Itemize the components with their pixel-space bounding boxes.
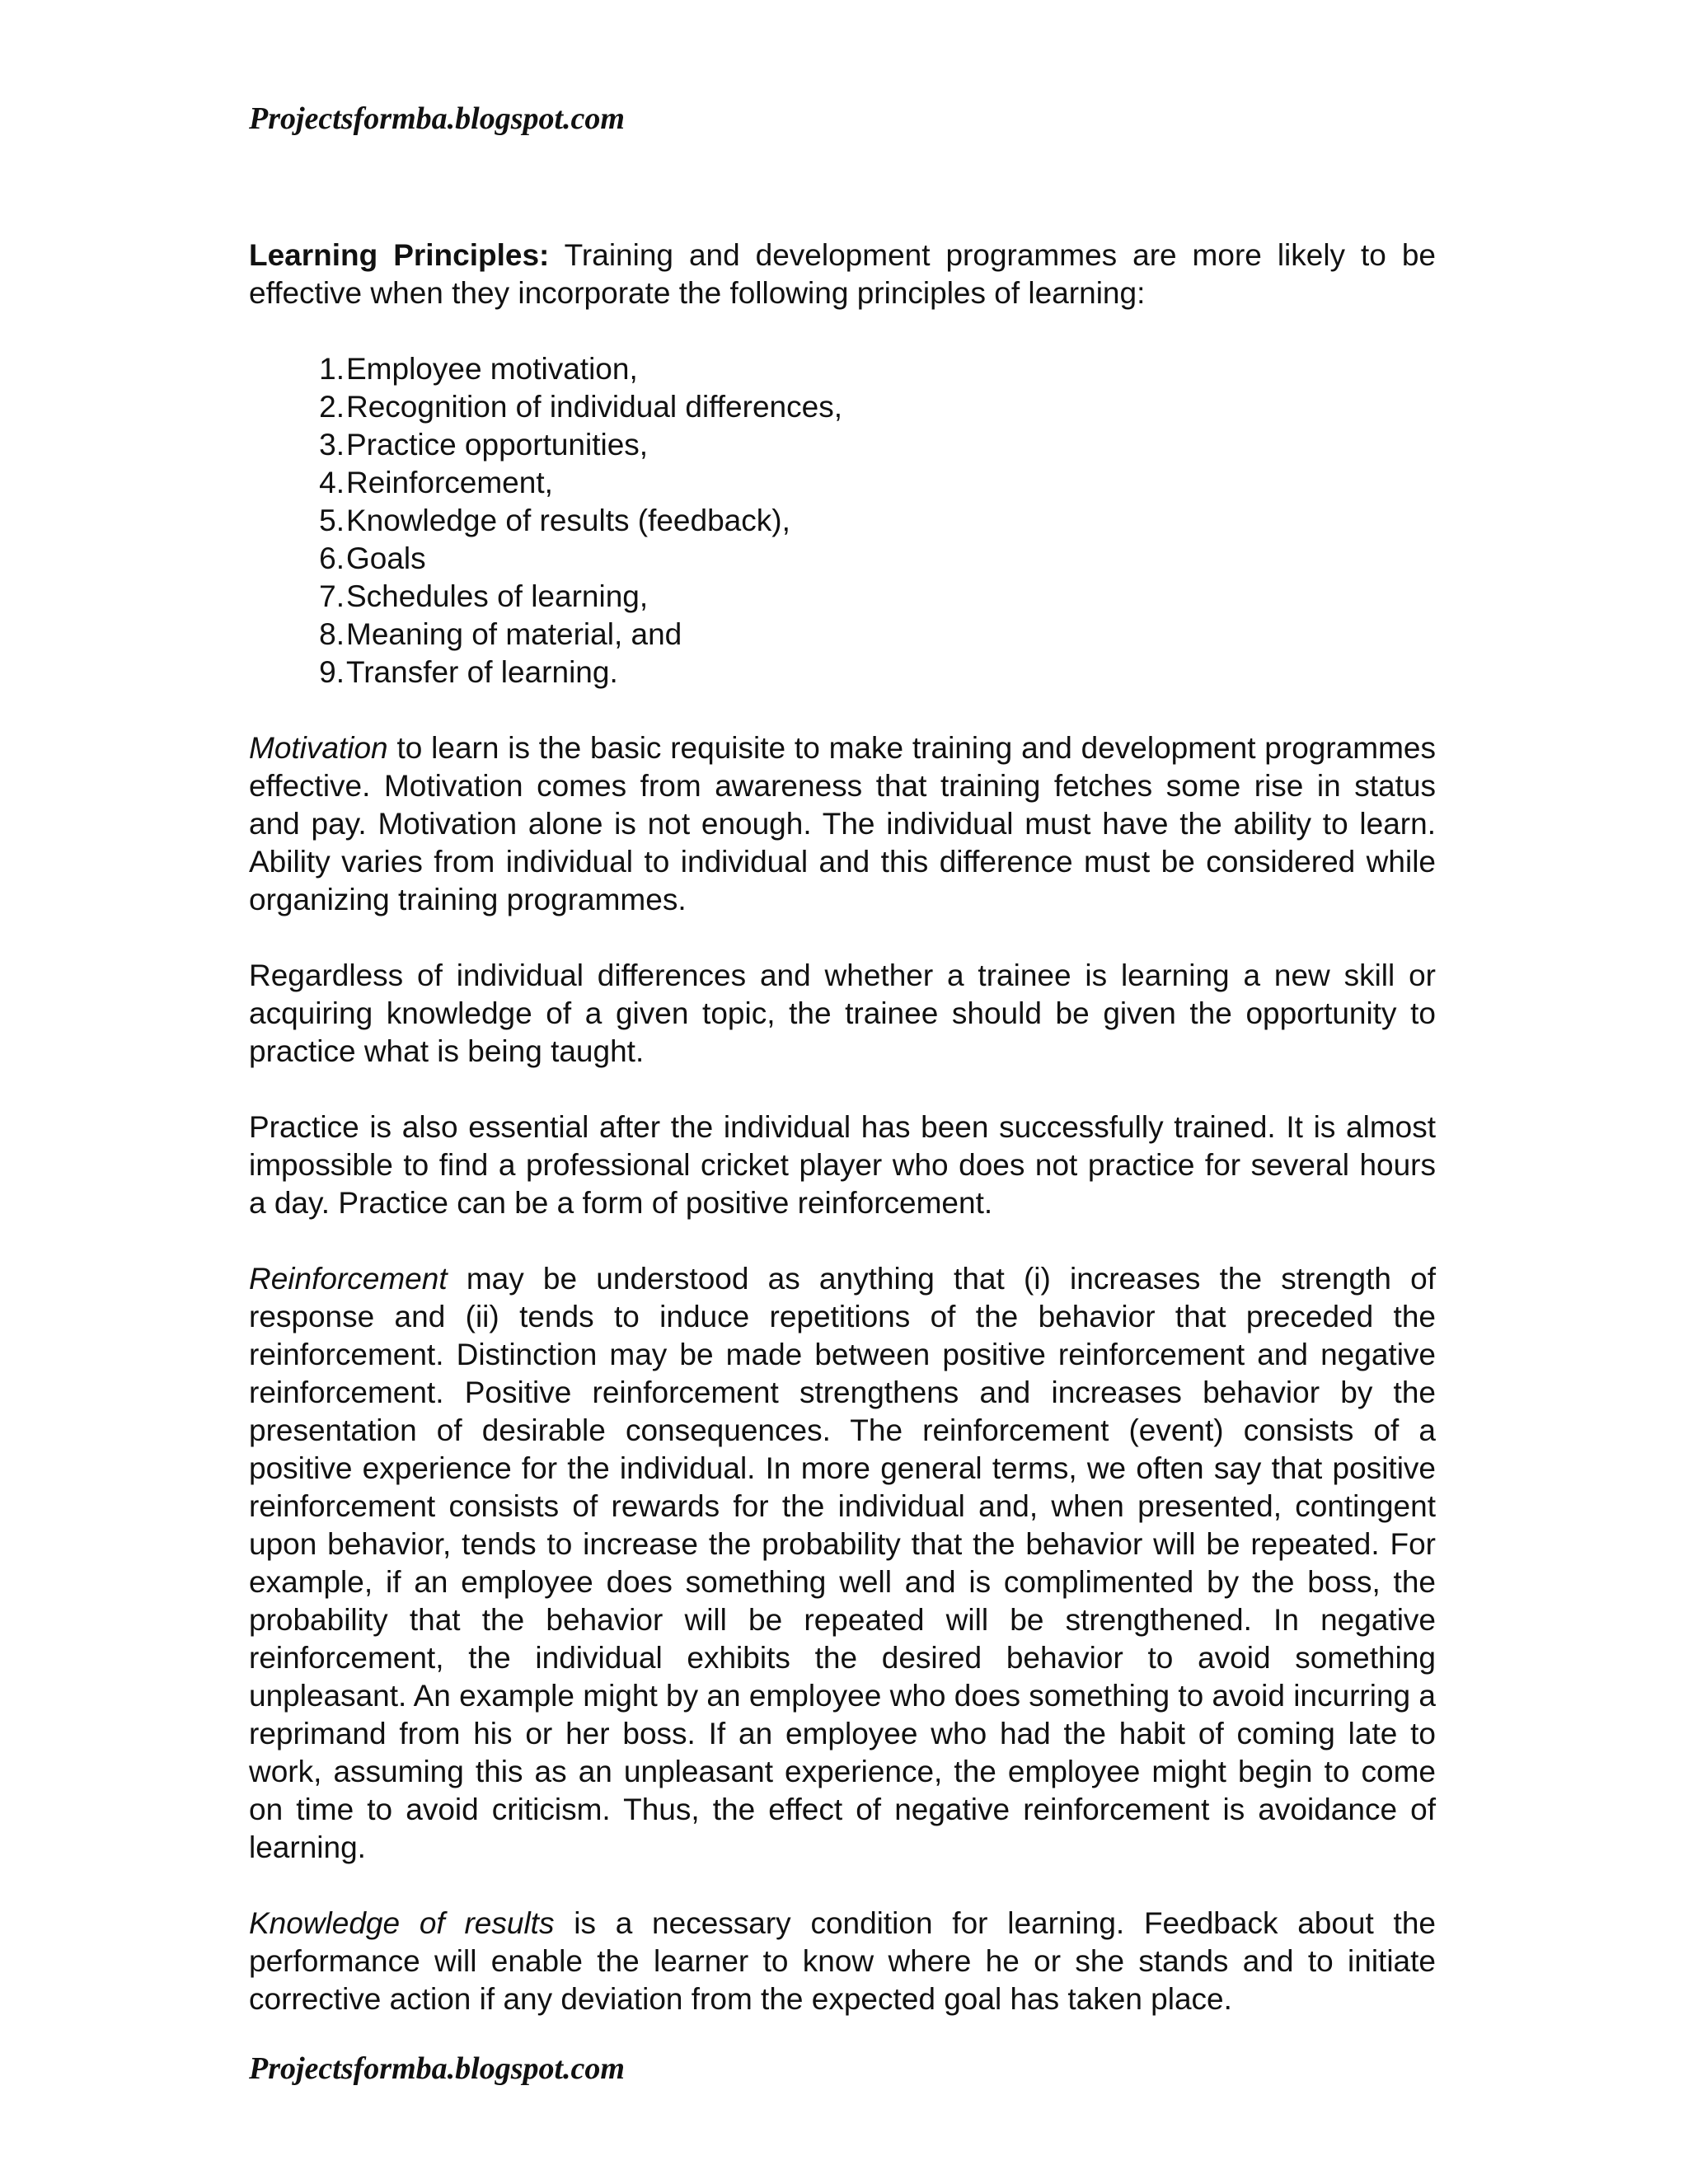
list-item (249, 540, 1436, 578)
list-item-number: 6. (319, 541, 345, 575)
list-item-number: 3. (319, 428, 345, 462)
list-item-number: 2. (319, 390, 345, 424)
motivation-term: Motivation (249, 731, 388, 765)
list-item-text: Goals (346, 541, 426, 575)
intro-heading: Learning Principles: (249, 238, 550, 272)
list-item-text: Reinforcement, (346, 466, 553, 499)
intro-paragraph (249, 237, 1436, 312)
list-item-number: 8. (319, 617, 345, 651)
list-item (249, 502, 1436, 540)
knowledge-text: is a necessary condition for learning. Feedback about the performance will enable the learner to know where he or she stands and to initiate corrective action if any deviation from the expected goal has taken place. (249, 1906, 1436, 2016)
list-item-number: 4. (319, 466, 345, 499)
differences-paragraph: Regardless of individual differences and whether a trainee is learning a new skill or acquiring knowledge of a given topic, the trainee should be given the opportunity to practice what is being taught. (249, 958, 1436, 1068)
list-item-number: 9. (319, 655, 345, 689)
reinforcement-paragraph (249, 1260, 1436, 1867)
list-item-text: Employee motivation, (346, 352, 638, 386)
list-item-number: 1. (319, 352, 345, 386)
list-item-number: 7. (319, 579, 345, 613)
list-item (249, 578, 1436, 616)
header-site-name: Projectsformba.blogspot.com (249, 101, 625, 136)
practice-paragraph: Practice is also essential after the individual has been successfully trained. It is almost impossible to find a professional cricket player who does not practice for several hours a day. Practice can be a form of positive reinforcement. (249, 1110, 1436, 1220)
motivation-paragraph (249, 729, 1436, 919)
list-item (249, 426, 1436, 464)
reinforcement-text: may be understood as anything that (i) increases the strength of response and (ii) tends to induce repetitions of the behavior that preceded the reinforcement. Distinction may be made between positive reinforcement and negative reinforcement. Positive reinforcement strengthens and increases behavior by the presentation of desirable consequences. The reinforcement (event) consists of a positive experience for the individual. In more general terms, we often say that positive reinforcement consists of rewards for the individual and, when presented, contingent upon behavior, tends to increase the probability that the behavior will be repeated. For example, if an employee does something well and is complimented by the boss, the probability that the behavior will be repeated will be strengthened. In negative reinforcement, the individual exhibits the desired behavior to avoid something unpleasant. An example might by an employee who does something to avoid incurring a reprimand from his or her boss. If an employee who had the habit of coming late to work, assuming this as an unpleasant experience, the employee might begin to come on time to avoid criticism. Thus, the effect of negative reinforcement is avoidance of learning. (249, 1262, 1436, 1864)
knowledge-term: Knowledge of results (249, 1906, 555, 1940)
list-item-text: Meaning of material, and (346, 617, 682, 651)
list-item (249, 350, 1436, 388)
reinforcement-term: Reinforcement (249, 1262, 448, 1296)
list-item-text: Practice opportunities, (346, 428, 649, 462)
list-item-text: Schedules of learning, (346, 579, 649, 613)
knowledge-paragraph (249, 1905, 1436, 2018)
document-body (249, 237, 1436, 2018)
footer-site-name: Projectsformba.blogspot.com (249, 2051, 625, 2086)
list-item (249, 464, 1436, 502)
list-item-text: Recognition of individual differences, (346, 390, 842, 424)
list-item (249, 616, 1436, 654)
list-item (249, 654, 1436, 691)
principles-list (249, 350, 1436, 691)
list-item-text: Transfer of learning. (346, 655, 618, 689)
list-item (249, 388, 1436, 426)
intro-text: Training and development programmes are more likely to be effective when they incorporate the following principles of learning: (249, 238, 1436, 310)
motivation-text: to learn is the basic requisite to make training and development programmes effective. Motivation comes from awareness that training fetches some rise in status and pay. Motivation alone is not enough. The individual must have the ability to learn. Ability varies from individual to individual and this difference must be considered while organizing training programmes. (249, 731, 1436, 916)
list-item-text: Knowledge of results (feedback), (346, 504, 790, 537)
list-item-number: 5. (319, 504, 345, 537)
